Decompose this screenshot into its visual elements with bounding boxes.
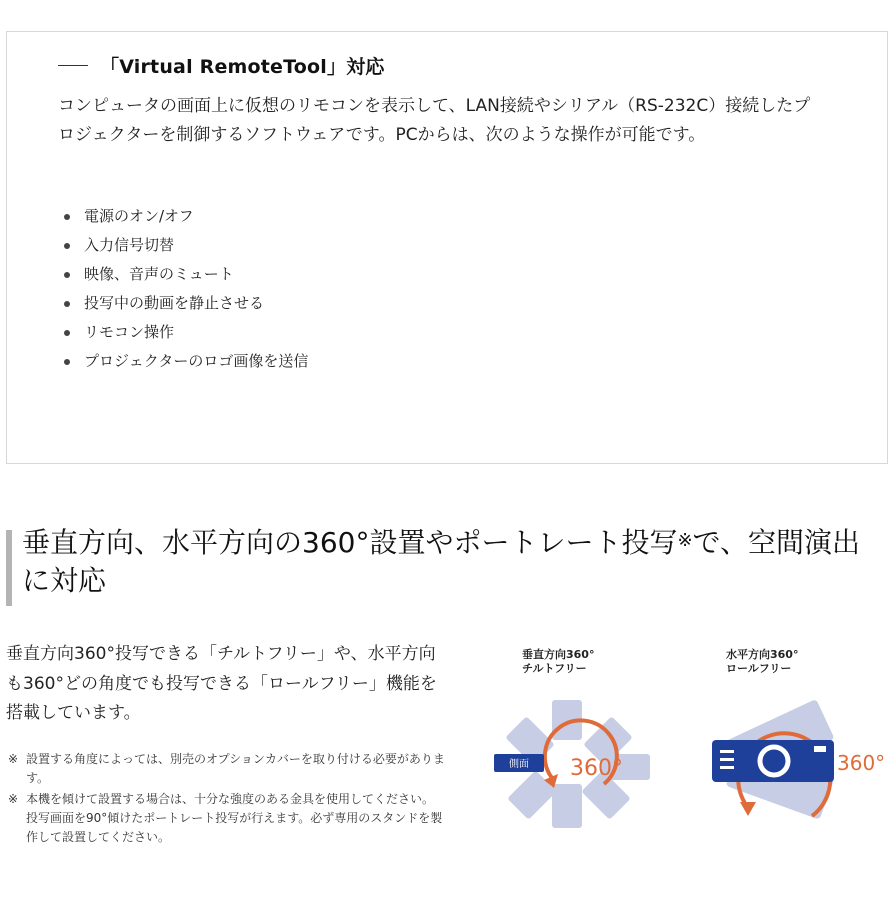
note-item (8, 790, 448, 847)
bullet-icon (64, 330, 70, 336)
info-box-title: 「Virtual RemoteTool」対応 (100, 56, 385, 78)
tilt-free-diagram (492, 648, 662, 848)
heading-accent-bar (6, 530, 12, 606)
roll-degree-label: 360° (837, 751, 886, 775)
feature-item: 電源のオン/オフ (58, 202, 308, 231)
feature-list (58, 202, 308, 376)
bullet-icon (64, 359, 70, 365)
tilt-caption: 垂直方向360° チルトフリー (522, 648, 595, 675)
feature-item: 入力信号切替 (58, 231, 308, 260)
feature-item: プロジェクターのロゴ画像を送信 (58, 347, 308, 376)
arrow-head-icon (740, 802, 756, 816)
feature-item: リモコン操作 (58, 318, 308, 347)
section-body: 垂直方向360°投写できる「チルトフリー」や、水平方向も360°どの角度でも投写できる「ロールフリー」機能を搭載しています。 (6, 644, 437, 723)
notes-list (8, 750, 448, 849)
note-mark: ※ (8, 752, 19, 766)
tilt-degree-label: 360° (570, 756, 623, 781)
bullet-icon (64, 243, 70, 249)
roll-illustration (700, 688, 890, 848)
roll-free-diagram (700, 648, 890, 848)
lens-icon (760, 747, 788, 775)
bullet-icon (64, 272, 70, 278)
side-label: 側面 (509, 759, 529, 770)
feature-item: 投写中の動画を静止させる (58, 289, 308, 318)
roll-caption: 水平方向360° ロールフリー (726, 648, 799, 675)
section-heading (6, 524, 888, 608)
tilt-illustration (492, 688, 662, 848)
bullet-icon (64, 214, 70, 220)
note-mark: ※ (8, 792, 19, 806)
note-text: 投写画面を90°傾けたポートレート投写が行えます。必ず専用のスタンドを製作して設置してください。 (26, 811, 443, 844)
info-box-heading (58, 52, 385, 79)
title-note-mark: ※ (677, 530, 693, 551)
note-item (8, 750, 448, 788)
feature-item: 映像、音声のミュート (58, 260, 308, 289)
section-title: 垂直方向、水平方向の360°設置やポートレート投写※で、空間演出に対応 (22, 526, 860, 597)
note-text: 設置する角度によっては、別売のオプションカバーを取り付ける必要があります。 (26, 752, 445, 785)
note-text: 本機を傾けて設置する場合は、十分な強度のある金具を使用してください。 (26, 792, 435, 806)
heading-rule (58, 65, 88, 66)
bullet-icon (64, 301, 70, 307)
info-box-description: コンピュータの画面上に仮想のリモコンを表示して、LAN接続やシリアル（RS-232C）接続したプロジェクターを制御するソフトウェアです。PCからは、次のような操作が可能です。 (58, 96, 811, 145)
